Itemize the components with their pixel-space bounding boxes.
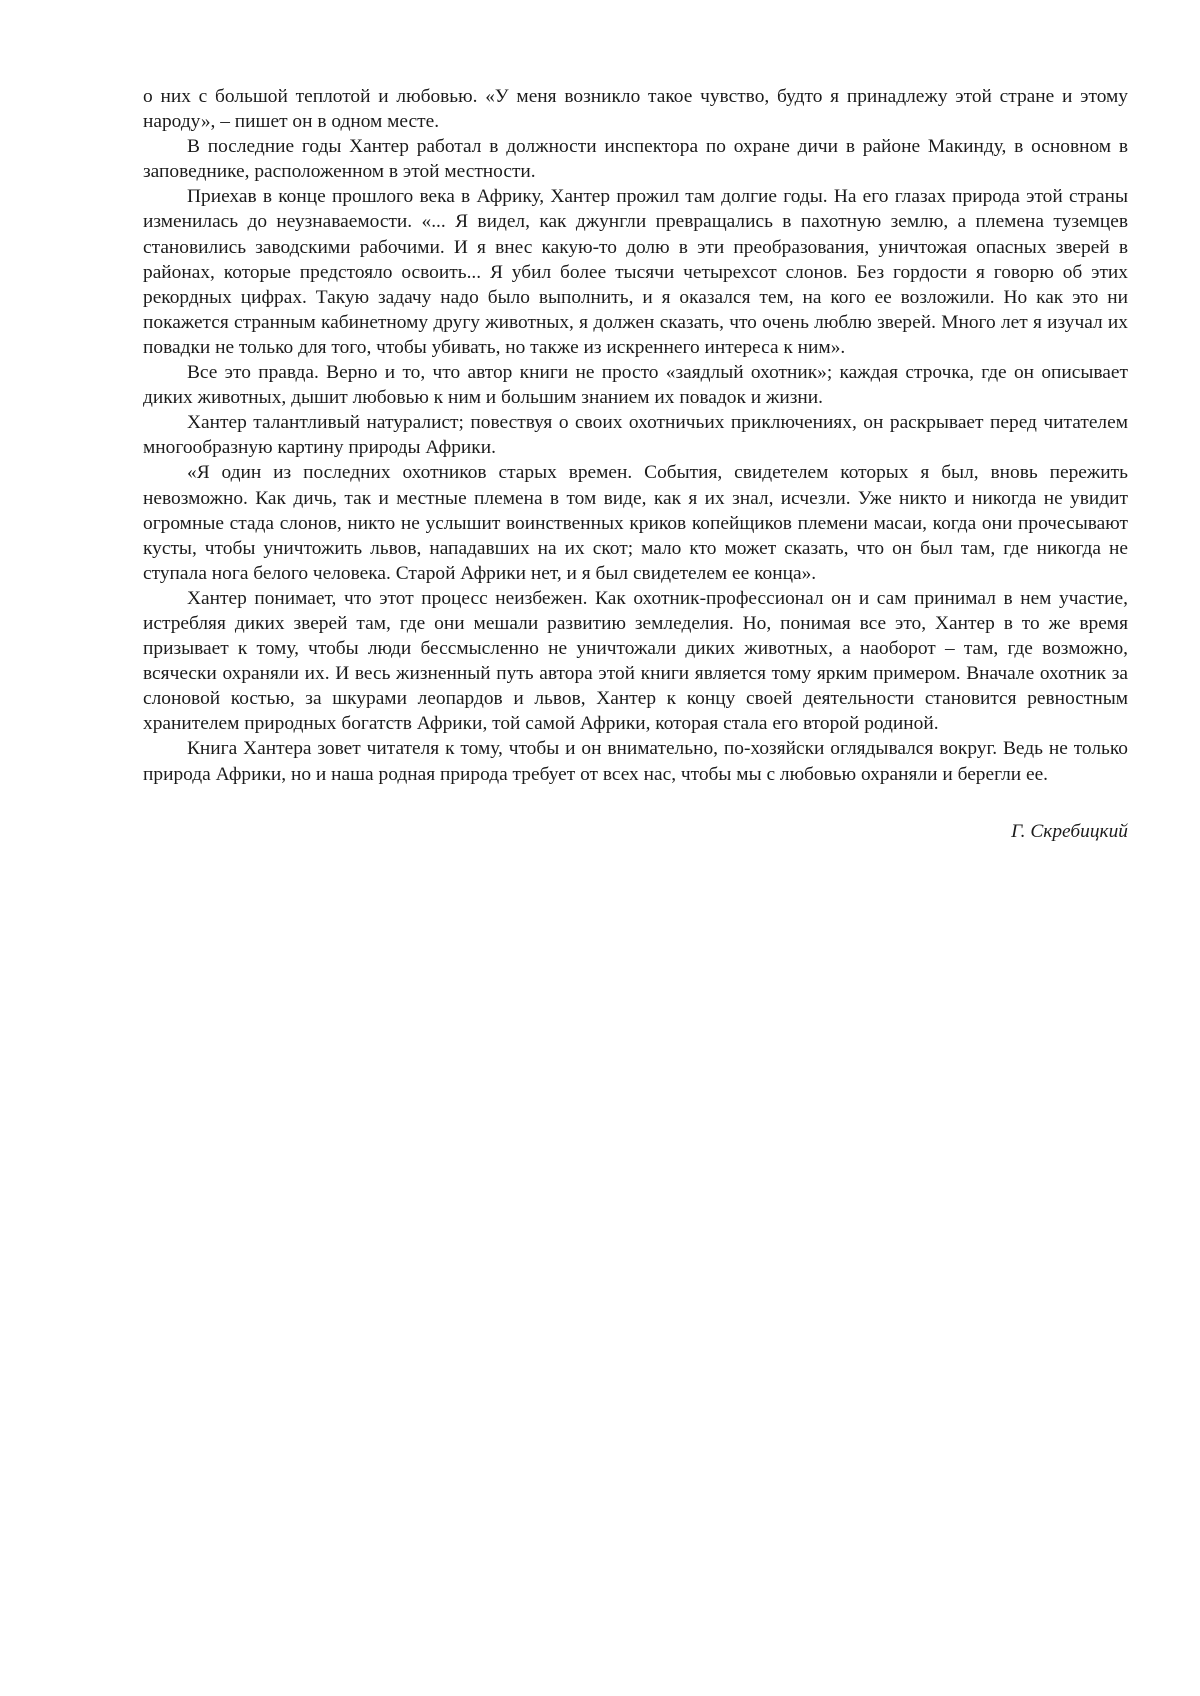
author-signature: Г. Скребицкий [1011,820,1128,842]
paragraph: В последние годы Хантер работал в должности инспектора по охране дичи в районе Макинду, в основном в заповеднике, расположенном в этой местности. [143,136,1128,183]
paragraph-continuation: о них с большой теплотой и любовью. «У меня возникло такое чувство, будто я принадлежу этой стране и этому народу», – пишет он в одном месте. [143,86,1128,133]
paragraph: Хантер понимает, что этот процесс неизбежен. Как охотник-профессионал он и сам принимал в нем участие, истребляя диких зверей там, где они мешали развитию земледелия. Но, понимая все это, Хантер в то же время призывает к тому, чтобы люди бессмысленно не уничтожали диких животных, а наоборот – там, где возможно, всячески охраняли их. И весь жизненный путь автора этой книги является тому ярким примером. Вначале охотник за слоновой костью, за шкурами леопардов и львов, Хантер к концу своей деятельности становится ревностным хранителем природных богатств Африки, той самой Африки, которая стала его второй родиной. [143,587,1128,735]
document-page [143,84,1128,844]
paragraph: Все это правда. Верно и то, что автор книги не просто «заядлый охотник»; каждая строчка, где он описывает диких животных, дышит любовью к ним и большим знанием их повадок и жизни. [143,362,1128,409]
paragraph: Книга Хантера зовет читателя к тому, чтобы и он внимательно, по-хозяйски оглядывался вокруг. Ведь не только природа Африки, но и наша родная природа требует от всех нас, чтобы мы с любовью охраняли и берегли ее. [143,738,1128,785]
paragraph: Хантер талантливый натуралист; повествуя о своих охотничьих приключениях, он раскрывает перед читателем многообразную картину природы Африки. [143,412,1128,459]
paragraph-quote: «Я один из последних охотников старых времен. События, свидетелем которых я был, вновь пережить невозможно. Как дичь, так и местные племена в том виде, как я их знал, исчезли. Уже никто и никогда не увидит огромные стада слонов, никто не услышит воинственных криков копейщиков племени масаи, когда они прочесывают кусты, чтобы уничтожить львов, нападавших на их скот; мало кто может сказать, что он был там, где никогда не ступала нога белого человека. Старой Африки нет, и я был свидетелем ее конца». [143,462,1128,584]
paragraph: Приехав в конце прошлого века в Африку, Хантер прожил там долгие годы. На его глазах природа этой страны изменилась до неузнаваемости. «... Я видел, как джунгли превращались в пахотную землю, а племена туземцев становились заводскими рабочими. И я внес какую-то долю в эти преобразования, уничтожая опасных зверей в районах, которые предстояло освоить... Я убил более тысячи четырехсот слонов. Без гордости я говорю об этих рекордных цифрах. Такую задачу надо было выполнить, и я оказался тем, на кого ее возложили. Но как это ни покажется странным кабинетному другу животных, я должен сказать, что очень люблю зверей. Много лет я изучал их повадки не только для того, чтобы убивать, но также из искреннего интереса к ним». [143,186,1128,358]
